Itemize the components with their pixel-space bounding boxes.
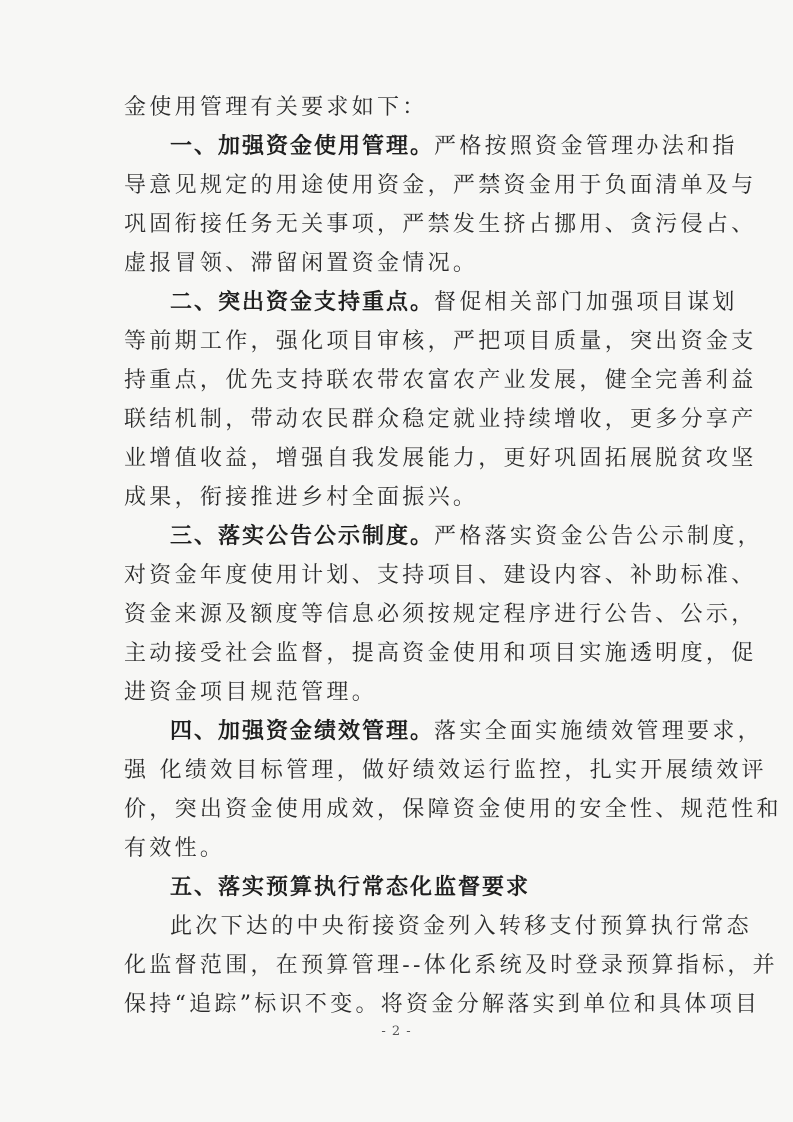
body-line: 进资金项目规范管理。	[124, 680, 378, 705]
body-line: 持重点，优先支持联农带农富农产业发展，健全完善利益	[124, 368, 757, 393]
section-2-heading: 二、突出资金支持重点。	[170, 290, 435, 315]
section-4-heading: 四、加强资金绩效管理。	[170, 719, 435, 744]
body-line: 巩固衔接任务无关事项，严禁发生挤占挪用、贪污侵占、	[124, 212, 757, 237]
body-line: 保持“追踪”标识不变。将资金分解落实到单位和具体项目	[124, 992, 761, 1017]
section-1-paragraph-start	[170, 131, 738, 163]
section-3-heading: 三、落实公告公示制度。	[170, 524, 435, 549]
section-3-text: 严格落实资金公告公示制度，	[434, 524, 763, 549]
page-number: - 2 -	[381, 1024, 412, 1039]
body-line: 成果，衔接推进乡村全面振兴。	[124, 485, 479, 510]
section-1-heading: 一、加强资金使用管理。	[170, 134, 435, 159]
body-line: 对资金年度使用计划、支持项目、建设内容、补助标准、	[124, 563, 757, 588]
body-line: 业增值收益，增强自我发展能力，更好巩固拓展脱贫攻坚	[124, 446, 757, 471]
body-line: 主动接受社会监督，提高资金使用和项目实施透明度，促	[124, 641, 757, 666]
body-line: 金使用管理有关要求如下：	[124, 95, 428, 120]
body-line: 等前期工作，强化项目审核，严把项目质量，突出资金支	[124, 329, 757, 354]
body-line: 导意见规定的用途使用资金，严禁资金用于负面清单及与	[124, 173, 757, 198]
body-line: 化监督范围，在预算管理--体化系统及时登录预算指标，并	[124, 953, 778, 978]
body-line: 强 化绩效目标管理，做好绩效运行监控，扎实开展绩效评	[124, 758, 767, 783]
section-1-text: 严格按照资金管理办法和指	[434, 134, 738, 159]
section-5-paragraph-start	[170, 872, 530, 904]
body-line: 此次下达的中央衔接资金列入转移支付预算执行常态	[170, 914, 752, 939]
section-4-text: 落实全面实施绩效管理要求，	[434, 719, 763, 744]
section-5-heading: 五、落实预算执行常态化监督要求	[170, 875, 531, 900]
body-line: 价，突出资金使用成效，保障资金使用的安全性、规范性和	[124, 797, 782, 822]
section-2-text: 督促相关部门加强项目谋划	[434, 290, 738, 315]
body-line: 资金来源及额度等信息必须按规定程序进行公告、公示，	[124, 602, 757, 627]
body-line: 联结机制，带动农民群众稳定就业持续增收，更多分享产	[124, 407, 757, 432]
body-line: 有效性。	[124, 836, 226, 861]
section-2-paragraph-start	[170, 287, 738, 319]
body-line: 虚报冒领、滞留闲置资金情况。	[124, 251, 479, 276]
section-3-paragraph-start	[170, 521, 763, 553]
section-4-paragraph-start	[170, 716, 763, 748]
